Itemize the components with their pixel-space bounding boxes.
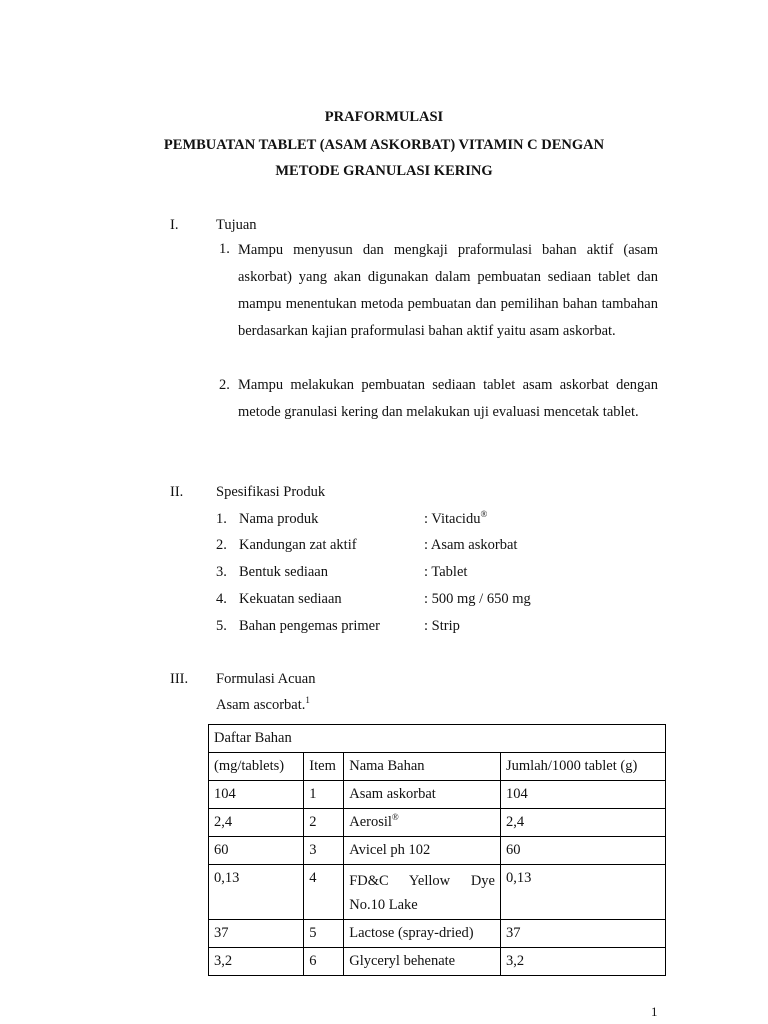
cell-mg: 2,4 xyxy=(209,809,304,837)
document-subtitle-line2: METODE GRANULASI KERING xyxy=(275,163,493,179)
cell-mg: 37 xyxy=(209,920,304,948)
cell-qty: 0,13 xyxy=(501,865,666,920)
cell-name: Asam askorbat xyxy=(344,781,501,809)
cell-item: 4 xyxy=(304,865,344,920)
section-2-number: II. xyxy=(170,484,184,500)
spec-4-value: : 500 mg / 650 mg xyxy=(424,591,531,607)
spec-2-label: Kandungan zat aktif xyxy=(239,537,357,553)
cell-qty: 104 xyxy=(501,781,666,809)
cell-qty: 60 xyxy=(501,837,666,865)
cell-qty: 2,4 xyxy=(501,809,666,837)
spec-4-number: 4. xyxy=(216,591,227,607)
section-3-number: III. xyxy=(170,671,189,687)
spec-5-label: Bahan pengemas primer xyxy=(239,618,380,634)
objective-2-text: Mampu melakukan pembuatan sediaan tablet asam askorbat dengan metode granulasi kering dan melakukan uji evaluasi mencetak tablet. xyxy=(238,377,658,420)
header-qty: Jumlah/1000 tablet (g) xyxy=(501,753,666,781)
table-row xyxy=(209,865,666,920)
spec-5-value: : Strip xyxy=(424,618,460,634)
cell-item: 5 xyxy=(304,920,344,948)
table-row xyxy=(209,948,666,976)
cell-qty: 3,2 xyxy=(501,948,666,976)
table-row xyxy=(209,920,666,948)
cell-name: Aerosil® xyxy=(344,809,501,837)
spec-4-label: Kekuatan sediaan xyxy=(239,591,342,607)
table-row xyxy=(209,809,666,837)
cell-item: 3 xyxy=(304,837,344,865)
table-caption: Daftar Bahan xyxy=(209,725,666,753)
cell-mg: 60 xyxy=(209,837,304,865)
spec-2-value: : Asam askorbat xyxy=(424,537,518,553)
page-number: 1 xyxy=(651,1004,658,1019)
spec-3-value: : Tablet xyxy=(424,564,468,580)
header-item: Item xyxy=(304,753,344,781)
objective-1-text: Mampu menyusun dan mengkaji praformulasi bahan aktif (asam askorbat) yang akan digunakan dalam pembuatan sediaan tablet dan mampu menentukan metoda pembuatan dan pemilihan bahan tambahan berdasarkan kajian praformulasi bahan aktif yaitu asam askorbat. xyxy=(238,242,658,339)
spec-5-number: 5. xyxy=(216,618,227,634)
cell-item: 2 xyxy=(304,809,344,837)
table-caption-row xyxy=(209,725,666,753)
cell-mg: 0,13 xyxy=(209,865,304,920)
cell-mg: 3,2 xyxy=(209,948,304,976)
registered-mark: ® xyxy=(480,509,488,520)
cell-item: 6 xyxy=(304,948,344,976)
table-row xyxy=(209,837,666,865)
section-3-heading: Formulasi Acuan xyxy=(216,671,316,687)
section-2-heading: Spesifikasi Produk xyxy=(216,484,326,500)
document-subtitle: PEMBUATAN TABLET (ASAM ASKORBAT) VITAMIN C DENGAN xyxy=(163,137,605,153)
objective-2-number: 2. xyxy=(219,377,230,393)
section-3-subheading: Asam ascorbat.$^1$ xyxy=(216,695,310,713)
section-1-number: I. xyxy=(170,217,179,233)
spec-3-label: Bentuk sediaan xyxy=(239,564,328,580)
objective-1-number: 1. xyxy=(219,241,230,257)
header-name: Nama Bahan xyxy=(344,753,501,781)
table-header-row xyxy=(209,753,666,781)
cell-name: FD&C Yellow Dye No.10 Lake xyxy=(344,865,501,920)
spec-2-number: 2. xyxy=(216,537,227,553)
registered-mark: ® xyxy=(391,812,399,823)
cell-name: Glyceryl behenate xyxy=(344,948,501,976)
cell-item: 1 xyxy=(304,781,344,809)
header-mg: (mg/tablets) xyxy=(209,753,304,781)
cell-qty: 37 xyxy=(501,920,666,948)
footnote-marker: 1 xyxy=(305,695,310,706)
spec-1-value: : Vitacidu® xyxy=(424,509,488,527)
cell-name: Avicel ph 102 xyxy=(344,837,501,865)
section-1-heading: Tujuan xyxy=(216,217,257,233)
cell-mg: 104 xyxy=(209,781,304,809)
formulation-table xyxy=(208,724,666,976)
spec-1-number: 1. xyxy=(216,511,227,527)
spec-3-number: 3. xyxy=(216,564,227,580)
document-title: PRAFORMULASI xyxy=(324,109,444,125)
spec-1-label: Nama produk xyxy=(239,511,319,527)
table-row xyxy=(209,781,666,809)
cell-name: Lactose (spray-dried) xyxy=(344,920,501,948)
